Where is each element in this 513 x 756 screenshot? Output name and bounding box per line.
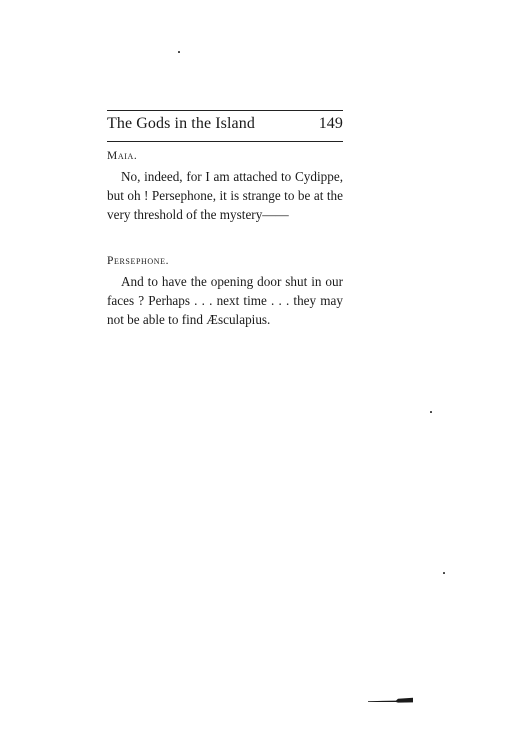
header-top-rule: [107, 110, 343, 111]
speech-text: No, indeed, for I am attached to Cydippe, but oh ! Persephone, it is strange to be at the very threshold of the mystery——: [107, 169, 343, 222]
ink-smudge-mark: [368, 697, 413, 703]
running-head-title: The Gods in the Island: [107, 115, 255, 132]
scan-speck: [443, 572, 445, 574]
speech-paragraph: [107, 167, 343, 224]
speech-text: And to have the opening door shut in our faces ? Perhaps . . . next time . . . they may not be able to find Æsculapius.: [107, 274, 343, 327]
speaker-name: Maia.: [107, 150, 138, 162]
scan-speck: [178, 51, 180, 53]
speaker-name: Persephone.: [107, 255, 170, 267]
running-head: [107, 115, 343, 137]
scan-speck: [430, 411, 432, 413]
speech-paragraph: [107, 272, 343, 329]
page-number: 149: [318, 115, 343, 132]
header-bottom-rule: [107, 141, 343, 142]
